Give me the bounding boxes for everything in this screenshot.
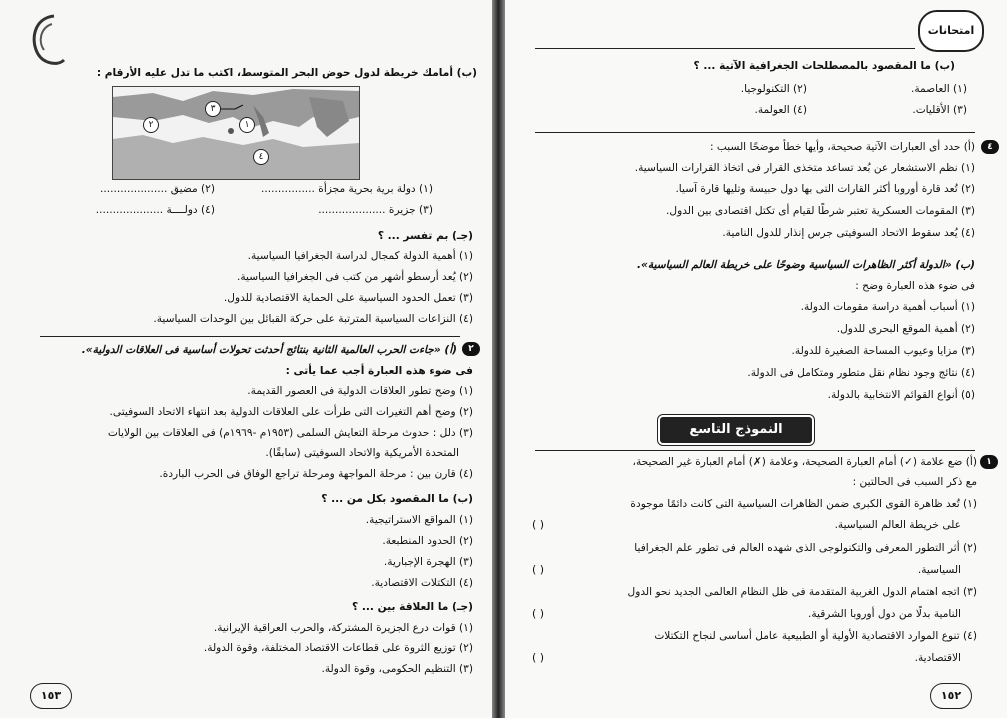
q1-item-4: (٤) تنوع الموارد الاقتصادية الأولية أو الطبيعية عامل أساسى لنجاح التكتلات bbox=[654, 630, 977, 642]
q1-item-1: (١) تُعد ظاهرة القوى الكبرى ضمن الظاهرات السياسية التى كانت دائمًا موجودة bbox=[630, 498, 977, 510]
q4b-item-5: (٥) أنواع القوائم الانتخابية بالدولة. bbox=[827, 389, 975, 401]
q4b-item-2: (٢) أهمية الموقع البحرى للدول. bbox=[836, 323, 975, 335]
q2b-item-2: (٢) الحدود المنطبعة. bbox=[382, 535, 473, 547]
question-1-badge: ١ bbox=[980, 455, 998, 469]
explain-item-2: (٢) يُعد أرسطو أشهر من كتب فى الجغرافيا السياسية. bbox=[236, 271, 473, 283]
q2b-item-3: (٣) الهجرة الإجبارية. bbox=[383, 556, 473, 568]
q4-item-3: (٣) المقومات العسكرية تعتبر شرطًا لقيام أى تكتل اقتصادى بين الدول. bbox=[666, 205, 975, 217]
q2-item-4: (٤) قارن بين : مرحلة المواجهة ومرحلة تراجع الوفاق فى الحرب الباردة. bbox=[159, 468, 473, 480]
q4b-header: (ب) «الدولة أكثر الظاهرات السياسية وضوحًا على خريطة العالم السياسية». bbox=[637, 259, 975, 271]
header-divider bbox=[535, 48, 915, 49]
q2b-item-1: (١) المواقع الاستراتيجية. bbox=[365, 514, 473, 526]
map-label-3: ٣ bbox=[205, 101, 221, 117]
map-answer-2: (٢) مضيق .................... bbox=[100, 183, 215, 195]
q1-item-2-cont: السياسية. bbox=[917, 564, 961, 576]
mediterranean-map bbox=[112, 86, 360, 180]
question-2-badge: ٢ bbox=[462, 342, 480, 356]
term-1: (١) العاصمة. bbox=[910, 83, 967, 95]
map-answer-4: (٤) دولــــة .................... bbox=[95, 204, 215, 216]
term-2: (٢) التكنولوجيا. bbox=[740, 83, 807, 95]
q2b-item-4: (٤) التكتلات الاقتصادية. bbox=[371, 577, 473, 589]
answer-box-4[interactable]: ( ) bbox=[532, 651, 545, 664]
q1-item-2: (٢) أثر التطور المعرفى والتكنولوجى الذى شهده العالم فى تطور علم الجغرافيا bbox=[634, 542, 977, 554]
term-3: (٣) الأقليات. bbox=[912, 104, 967, 116]
map-answer-1: (١) دولة برية بحرية مجزأة ................ bbox=[261, 183, 433, 195]
section-divider bbox=[40, 336, 460, 337]
explain-item-1: (١) أهمية الدولة كمجال لدراسة الجغرافيا السياسية. bbox=[247, 250, 473, 262]
question-b-header: (ب) أمامك خريطة لدول حوض البحر المتوسط، اكتب ما تدل عليه الأرقام : bbox=[96, 67, 477, 79]
map-label-2: ٢ bbox=[143, 117, 159, 133]
q2j-header: (جـ) ما العلاقة بين ... ؟ bbox=[352, 601, 473, 613]
map-label-4: ٤ bbox=[253, 149, 269, 165]
q2-item-3: (٣) دلل : حدوث مرحلة التعايش السلمى (١٩٥٣م -١٩٦٩م) فى العلاقات بين الولايات bbox=[107, 427, 473, 439]
q2j-item-3: (٣) التنظيم الحكومى، وقوة الدولة. bbox=[321, 663, 473, 675]
map-answer-3: (٣) جزيرة .................... bbox=[318, 204, 433, 216]
q4-item-4: (٤) يُعد سقوط الاتحاد السوفيتى جرس إنذار للدول النامية. bbox=[722, 227, 975, 239]
page-number-left: ١٥٣ bbox=[30, 683, 72, 709]
q1-subheader: مع ذكر السبب فى الحالتين : bbox=[852, 476, 977, 488]
section-divider-4 bbox=[535, 132, 975, 133]
section-divider-1 bbox=[535, 450, 975, 451]
map-label-1: ١ bbox=[239, 117, 255, 133]
q2j-item-1: (١) قوات درع الجزيرة المشتركة، والحرب العراقية الإيرانية. bbox=[213, 622, 473, 634]
exams-logo: امتحانات bbox=[918, 10, 984, 52]
q2j-item-2: (٢) توزيع الثروة على قطاعات الاقتصاد المختلفة، وقوة الدولة. bbox=[203, 642, 473, 654]
map-image bbox=[113, 87, 359, 179]
answer-box-1[interactable]: ( ) bbox=[532, 518, 545, 531]
q4-item-2: (٢) تُعد قارة أوروبا أكثر القارات التى بها دول حبيسة وتليها قارة آسيا. bbox=[675, 183, 975, 195]
q4b-item-4: (٤) نتائج وجود نظام نقل متطور ومتكامل فى الدولة. bbox=[747, 367, 975, 379]
question-4-badge: ٤ bbox=[981, 140, 999, 154]
q2-item-3-cont: المتحدة الأمريكية والاتحاد السوفيتى (سابقًا). bbox=[265, 447, 459, 459]
terms-header: (ب) ما المقصود بالمصطلحات الجغرافية الآتية ... ؟ bbox=[693, 60, 955, 72]
q1-item-3: (٣) اتجه اهتمام الدول الغربية المتقدمة فى ظل النظام العالمى الجديد نحو الدول bbox=[627, 586, 977, 598]
q1-item-1-cont: على خريطة العالم السياسية. bbox=[834, 519, 961, 531]
explain-item-3: (٣) تعمل الحدود السياسية على الحماية الاقتصادية للدول. bbox=[223, 292, 473, 304]
q1-header: (أ) ضع علامة (✓) أمام العبارة الصحيحة، وعلامة (✗) أمام العبارة غير الصحيحة، bbox=[632, 456, 977, 468]
q1-item-3-cont: النامية بدلًا من دول أوروبا الشرقية. bbox=[807, 608, 961, 620]
q4b-item-1: (١) أسباب أهمية دراسة مقومات الدولة. bbox=[800, 301, 975, 313]
model-nine-banner: النموذج التاسع bbox=[660, 417, 812, 443]
question-j-header: (جـ) بم تفسر ... ؟ bbox=[377, 230, 473, 242]
q2b-header: (ب) ما المقصود بكل من ... ؟ bbox=[321, 493, 473, 505]
q2-item-1: (١) وضح تطور العلاقات الدولية فى العصور القديمة. bbox=[247, 385, 473, 397]
q4b-item-3: (٣) مزايا وعيوب المساحة الصغيرة للدولة. bbox=[791, 345, 975, 357]
q2-item-2: (٢) وضح أهم التغيرات التى طرأت على العلاقات الدولية بعد انتهاء الاتحاد السوفيتى. bbox=[109, 406, 473, 418]
q4-header: (أ) حدد أى العبارات الآتية صحيحة، وأيها خطأ موضحًا السبب : bbox=[709, 141, 975, 153]
page-number-right: ١٥٢ bbox=[930, 683, 972, 709]
q4-item-1: (١) نظم الاستشعار عن بُعد تساعد متخذى القرار فى اتخاذ القرارات السياسية. bbox=[634, 162, 975, 174]
q2-subheader: فى ضوء هذه العبارة أجب عما يأتى : bbox=[285, 365, 473, 377]
term-4: (٤) العولمة. bbox=[754, 104, 807, 116]
answer-box-3[interactable]: ( ) bbox=[532, 607, 545, 620]
q1-item-4-cont: الاقتصادية. bbox=[914, 652, 961, 664]
q4b-subheader: فى ضوء هذه العبارة وضح : bbox=[855, 280, 975, 292]
corner-decoration-icon bbox=[24, 10, 68, 70]
left-page bbox=[0, 0, 495, 718]
q2-header: (أ) «جاءت الحرب العالمية الثانية بنتائج أحدثت تحولات أساسية فى العلاقات الدولية». bbox=[81, 344, 457, 356]
explain-item-4: (٤) النزاعات السياسية المترتبة على حركة القبائل بين الوحدات السياسية. bbox=[153, 313, 473, 325]
answer-box-2[interactable]: ( ) bbox=[532, 563, 545, 576]
